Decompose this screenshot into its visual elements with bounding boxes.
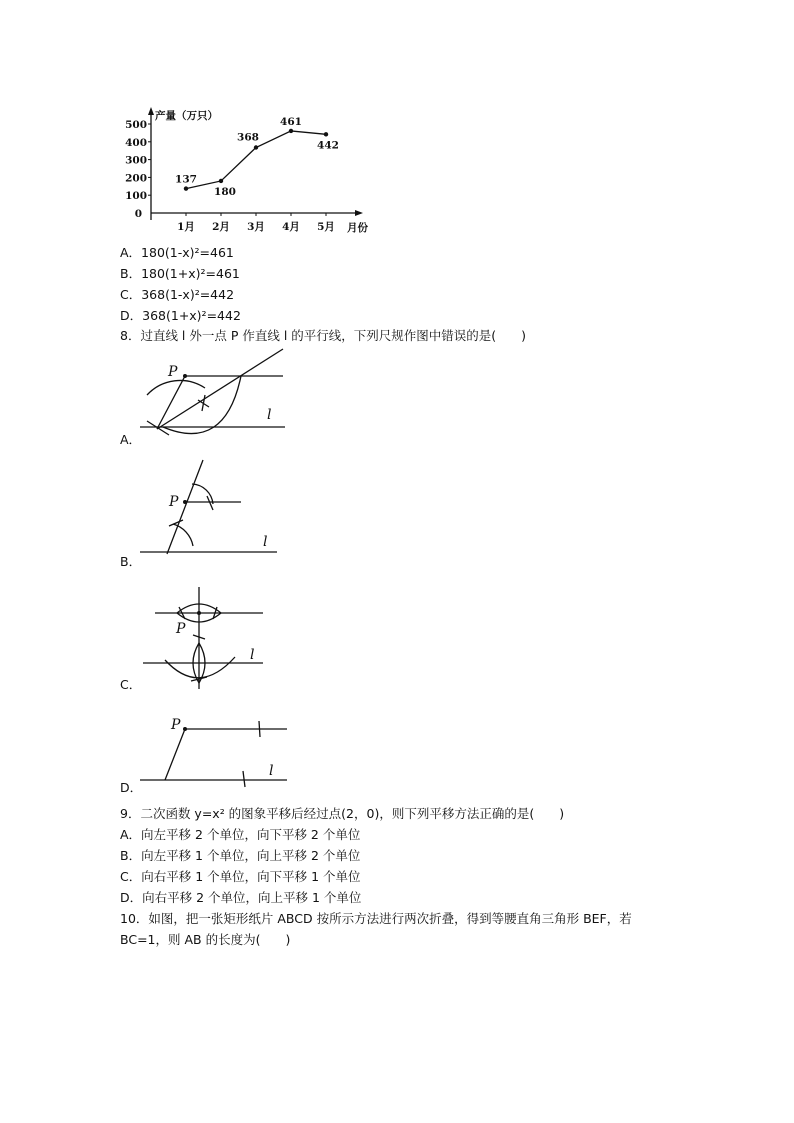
svg-text:l: l — [250, 647, 255, 663]
y-tick-label: 0 — [134, 208, 142, 220]
q10-stem-line1: 10．如图，把一张矩形纸片 ABCD 按所示方法进行两次折叠，得到等腰直角三角形 BEF，若 — [120, 911, 632, 926]
svg-text:P: P — [168, 364, 178, 380]
svg-text:P: P — [176, 621, 186, 637]
q9-option-d: D．向右平移 2 个单位，向上平移 1 个单位 — [120, 890, 362, 905]
x-tick-label: 1月 — [177, 221, 195, 233]
q9-option-c: C．向右平移 1 个单位，向下平移 1 个单位 — [120, 869, 361, 884]
q8-option-d: D． — [120, 780, 143, 795]
y-tick-label: 200 — [125, 172, 147, 185]
x-axis-arrow — [355, 210, 363, 216]
x-axis-title: 月份 — [347, 222, 368, 234]
data-label: 461 — [280, 115, 302, 128]
q9-option-a: A．向左平移 2 个单位，向下平移 2 个单位 — [120, 827, 361, 842]
data-label: 368 — [237, 131, 259, 144]
production-line-chart — [125, 105, 368, 235]
data-point — [289, 129, 293, 133]
x-tick-label: 2月 — [212, 221, 230, 233]
q7-option-b: B．180(1+x)²=461 — [120, 266, 240, 281]
data-label: 180 — [214, 185, 236, 198]
y-tick-label: 100 — [125, 190, 147, 203]
q8-option-a: A． — [120, 432, 142, 447]
q7-option-d: D．368(1+x)²=442 — [120, 308, 241, 323]
data-point — [254, 145, 258, 149]
y-tick-label: 500 — [125, 119, 147, 131]
q8-figure-d — [135, 715, 295, 785]
q8-stem: 8．过直线 l 外一点 P 作直线 l 的平行线，下列尺规作图中错误的是( ) — [120, 328, 527, 343]
y-tick-label: 300 — [125, 154, 147, 167]
y-tick-label: 400 — [125, 136, 147, 149]
data-point — [219, 179, 223, 183]
x-tick-label: 4月 — [282, 221, 300, 233]
q9-stem: 9．二次函数 y=x² 的图象平移后经过点(2，0)，则下列平移方法正确的是( ) — [120, 806, 565, 821]
data-point — [184, 186, 188, 190]
q7-option-c: C．368(1-x)²=442 — [120, 287, 235, 302]
data-label: 442 — [317, 139, 339, 152]
svg-text:l: l — [263, 534, 268, 550]
x-tick-label: 3月 — [247, 221, 265, 233]
svg-text:P: P — [171, 717, 181, 733]
q8-figure-c — [135, 585, 295, 690]
y-axis-arrow — [148, 107, 154, 115]
q8-figure-b — [135, 458, 295, 558]
data-point — [324, 132, 328, 136]
x-tick-label: 5月 — [317, 221, 335, 233]
svg-text:P: P — [169, 494, 179, 510]
q8-figure-a — [135, 355, 295, 440]
q8-option-c: C． — [120, 677, 142, 692]
q10-stem-line2: BC=1，则 AB 的长度为( ) — [120, 932, 291, 947]
y-axis-title: 产量（万只） — [155, 110, 218, 122]
q9-option-b: B．向左平移 1 个单位，向上平移 2 个单位 — [120, 848, 361, 863]
q7-option-a: A．180(1-x)²=461 — [120, 245, 234, 260]
svg-text:l: l — [267, 407, 272, 423]
data-label: 137 — [175, 173, 197, 186]
q8-option-b: B． — [120, 554, 142, 569]
svg-text:l: l — [269, 763, 274, 779]
